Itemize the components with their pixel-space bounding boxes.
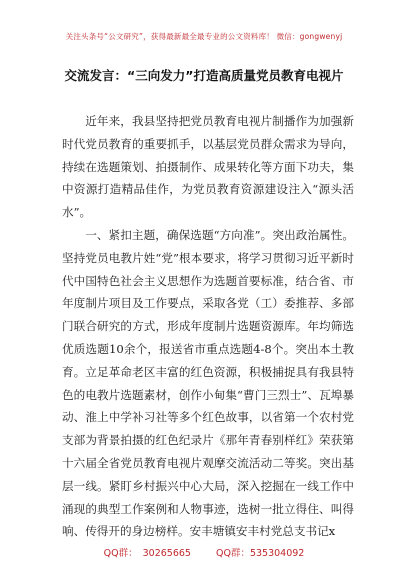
footer-qq-group-2: QQ群：535304092: [216, 548, 305, 559]
paragraph: 一、紧扣主题，确保选题“方向准”。突出政治属性。坚持党员电教片姓“党”根本要求，将学习贯彻习近平新时代中国特色社会主义思想作为选题首要标准，结合省、市年度制片项目及工作要点，采取各党（工）委推荐、多部门联合研究的方式，形成年度制片选题资源库。年均筛选优质选题10余个，报送省市重点选题4-8个。突出本土教育。立足革命老区丰富的红色资源，积极捕捉具有我县特色的电教片选题素材，创作小甸集“曹门三烈士”、瓦埠暴动、淮上中学补习社等多个红色故事，以省第一个农村党支部为背景拍摄的红色纪录片《那年青春别样红》荣获第十六届全省党员教育电视片观摩交流活动二等奖。突出基层一线。紧盯乡村振兴中心大局，深入挖掘在一线工作中涌现的典型工作案例和人物事迹，选树一批立得住、叫得响、传得开的身边榜样。安丰塘镇安丰村党总支书记x: [62, 227, 354, 539]
footer: [0, 545, 408, 559]
document-body: [62, 110, 354, 543]
footer-qq-group-1: QQ群： 30265665: [103, 548, 191, 559]
header-notice: 关注头条号“公文研究”，获得最新最全最专业的公文资料库！ 微信：gongwenyj: [65, 32, 343, 41]
page-title: 交流发言：“三向发力”打造高质量党员教育电视片: [64, 68, 344, 83]
paragraph: 近年来，我县坚持把党员教育电视片制播作为加强新时代党员教育的重要抓手，以基层党员群众需求为导向，持续在选题策划、拍摄制作、成果转化等方面下功夫，集中资源打造精品佳作，为党员教育资源建设注入“源头活水”。: [62, 114, 354, 220]
